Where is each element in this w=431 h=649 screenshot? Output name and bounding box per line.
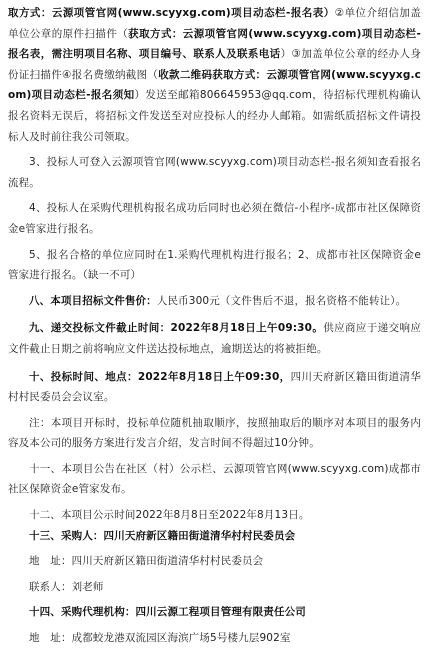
section-10-paragraph	[8, 367, 421, 408]
section-8-body: 人民币300元（文件售后不退，报名资格不能转让）。	[156, 294, 407, 307]
note-paragraph: 注：本项目开标时，投标单位随机抽取顺序，按照抽取后的顺序对本项目的服务内容及本公司的服务方案进行发言介绍，发言时间不得超过10分钟。	[8, 416, 421, 450]
purchaser-address: 地 址：四川天府新区籍田街道清华村村民委员会	[29, 555, 264, 568]
section-14-heading: 十四、采购代理机构：四川云源工程项目管理有限责任公司	[29, 606, 306, 619]
section-12-paragraph: 十二、本项目公示时间2022年8月8日至2022年8月13日。	[29, 509, 310, 522]
section-10-body: 四川天府新区籍田街道清华村村民委员会会议室。	[8, 370, 421, 404]
section-8-heading: 八、本项目招标文件售价：	[29, 294, 157, 307]
intro-text-1: ②单位介绍信加盖单位公章的原件扫描件（	[8, 7, 421, 40]
section-11-paragraph: 十一、本项目公告在社区（村）公示栏、云源项管官网(www.scyyxg.com)成都市社区保障资金e管家发布。	[8, 462, 421, 496]
purchaser-contact: 联系人：刘老师	[29, 580, 104, 593]
item-3-paragraph: 3、投标人可登入云源项管官网(www.scyyxg.com)项目动态栏-报名须知查看报名流程。	[8, 156, 421, 189]
section-13-heading: 十三、采购人：四川天府新区籍田街道清华村村民委员会	[29, 529, 296, 542]
source-website-note: 收款二维码获取方式：云源项管官网(www.scyyxg.com)项目动态栏-报名须知	[8, 68, 421, 102]
intro-text-3: ）发送至邮箱806645953@qq.com，待招标代理机构确认报名资料无误后，将招标文件发送至对应投标人的经办人邮箱。如需纸质招标文件请投标人及时前往我公司领取。	[8, 89, 421, 143]
intro-text-2: ）③加盖单位公章的经办人身份证扫描件④报名费缴纳截图（	[8, 48, 421, 81]
section-9-body: 供应商应于递交响应文件截止日期之前将响应文件送达投标地点，逾期送达的将被拒绝。	[8, 322, 421, 355]
source-website-note: 云源项管官网(www.scyyxg.com)项目动态栏-报名表）	[51, 7, 335, 19]
source-website-note: 获取方式：云源项管官网(www.scyyxg.com)项目动态栏-报名表，需注明项目名称、项目编号、联系人及联系电话	[8, 27, 421, 61]
intro-lead: 取方式：	[8, 7, 52, 19]
intro-paragraph	[8, 3, 421, 147]
section-9-heading: 九、递交投标文件截止时间：2022年8月18日上午09:30。	[29, 322, 324, 335]
section-10-heading: 十、投标时间、地点：2022年8月18日上午09:30，	[29, 370, 291, 383]
item-5-paragraph: 5、报名合格的单位应同时在1.采购代理机构进行报名；2、成都市社区保障资金e管家进行报名。（缺一不可）	[8, 248, 421, 282]
agency-address: 地 址：成都蛟龙港双流园区海滨广场5号楼九层902室	[29, 632, 291, 645]
section-9-paragraph	[8, 318, 421, 359]
section-8-paragraph	[8, 291, 421, 312]
item-4-paragraph: 4、投标人在采购代理机构报名成功后同时也必须在微信-小程序-成都市社区保障资金e管家进行报名。	[8, 202, 421, 235]
